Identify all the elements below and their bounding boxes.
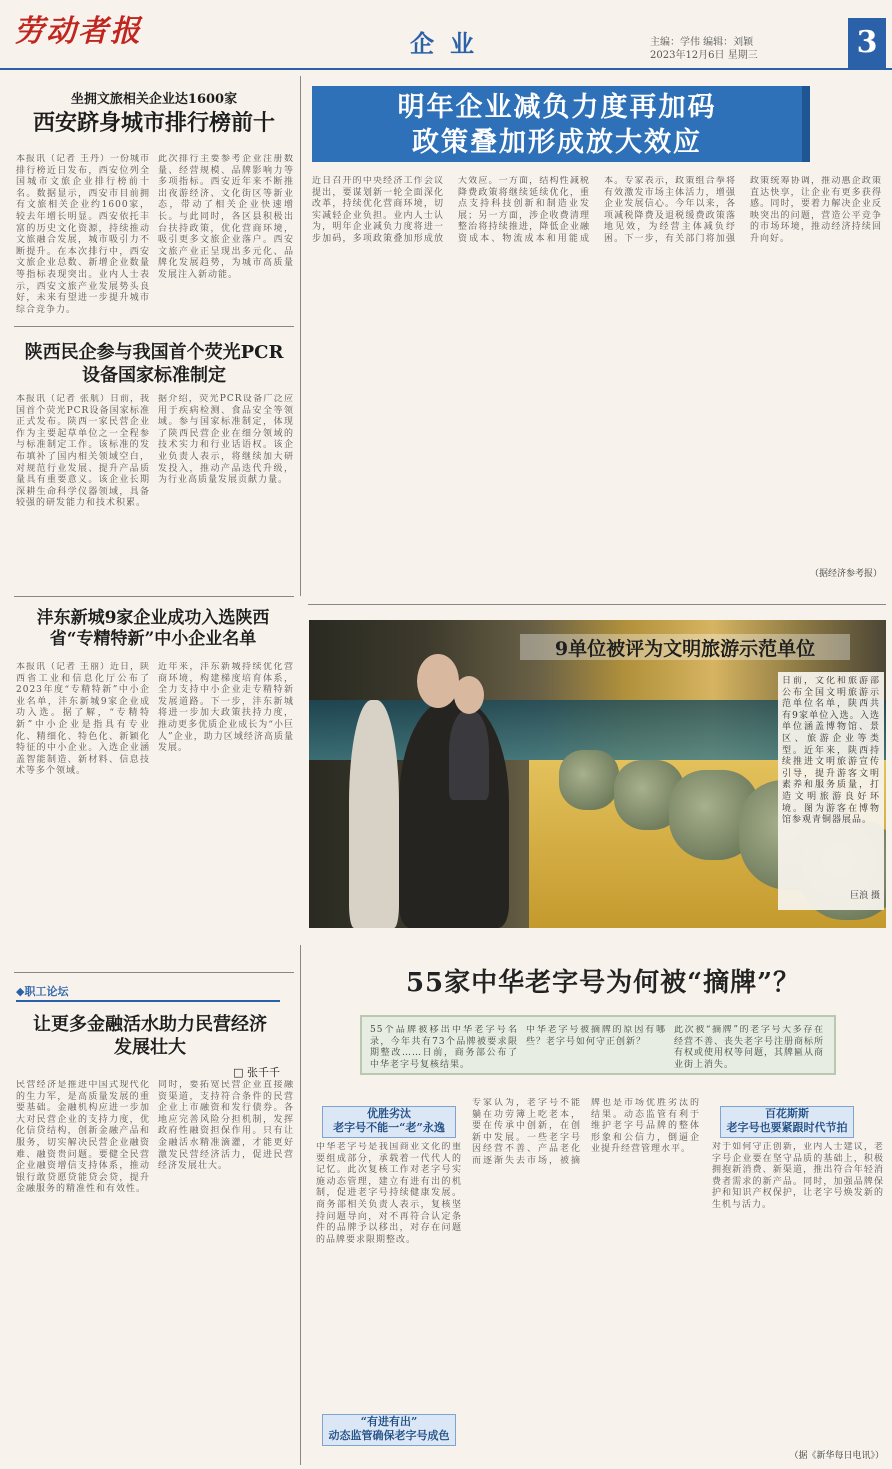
article-title: 陕西民企参与我国首个荧光PCR设备国家标准制定 (24, 342, 284, 386)
section-subhead: 百花斯斯 老字号也要紧跟时代节拍 (720, 1106, 854, 1138)
masthead-logo: 劳动者报 (14, 14, 142, 49)
forum-author: □ 张千千 (233, 1066, 280, 1079)
headline-accent (802, 86, 810, 162)
article-body: 本报讯（记者 王丹）一份城市排行榜近日发布，西安位列全国城市文旅企业排行榜前十名。数据显示，西安市目前拥有文旅相关企业约1600家，较去年增长明显。西安依托丰富的历史文化资源，持续推动文旅融合发展，城市吸引力不断提升。在本次排行中，西安文旅企业总数、新增企业数量等指标表现突出。业内人士表示，西安文旅产业发展势头良好，未来有望进一步提升城市综合竞争力。 (16, 154, 150, 315)
feature-body: 专家认为，老字号不能躺在功劳簿上吃老本，要在传承中创新，在创新中发展。一些老字号因经营不善、产品老化而逐渐失去市场，被摘牌也是市场优胜劣汰的结果。动态监管有利于维护老字号品牌的整体形象和公信力，倒逼企业提升经营管理水平。 (472, 1098, 700, 1166)
lead-headline-line: 明年企业减负力度再加码 (397, 92, 717, 123)
forum-rule (16, 1000, 280, 1002)
photo-credit: 巨浪 摄 (850, 891, 880, 901)
lead-headline-line: 政策叠加形成放大效应 (412, 127, 702, 158)
article-body: 近年来，沣东新城持续优化营商环境，构建梯度培育体系，全力支持中小企业走专精特新发展道路。下一步，沣东新城将进一步加大政策扶持力度，推动更多优质企业成长为“小巨人”企业，助力区域经济高质量发展。 (158, 662, 294, 754)
article-divider (14, 972, 294, 973)
guide-face (454, 676, 484, 714)
article-kicker: 坐拥文旅相关企业达1600家 (70, 92, 238, 107)
summary-text: 中华老字号被摘牌的原因有哪些？老字号如何守正创新？ (526, 1025, 666, 1047)
summary-text: 55个品牌被移出中华老字号名录，今年共有73个品牌被要求限期整改……日前，商务部公布了中华老字号复核结果。 (370, 1025, 518, 1069)
column-divider (300, 76, 301, 596)
photo-text-panel (778, 672, 884, 910)
forum-tag: ◆职工论坛 (16, 985, 69, 998)
guide (449, 710, 489, 800)
article-divider (14, 326, 294, 327)
article-body: 本报讯（记者 张航）日前，我国首个荧光PCR设备国家标准正式发布。陕西一家民营企业作为主要起草单位之一全程参与标准制定工作。该标准的发布填补了国内相关领域空白，对规范行业发展、提升产品质量具有重要意义。该企业长期深耕生命科学仪器领域，具备较强的研发能力和技术积累。 (16, 394, 150, 509)
article-divider (308, 604, 886, 605)
article-body: 此次排行主要参考企业注册数量、经营规模、品牌影响力等多项指标。西安近年来不断推出夜游经济、文化街区等新业态，带动了相关企业快速增长。与此同时，各区县积极出台扶持政策，优化营商环境，吸引更多文旅企业落户。西安文旅产业正呈现出多元化、品牌化发展趋势，为城市高质量发展注入新动能。 (158, 154, 294, 280)
forum-body: 同时，要拓宽民营企业直接融资渠道，支持符合条件的民营企业上市融资和发行债券。各地应完善风险分担机制，发挥政府性融资担保作用。只有让金融活水精准滴灌，才能更好激发民营经济活力，促进民营经济发展壮大。 (158, 1080, 294, 1172)
issue-meta (650, 36, 840, 62)
article-body: 据介绍，荧光PCR设备广泛应用于疾病检测、食品安全等领域。参与国家标准制定，体现了陕西民营企业在细分领域的技术实力和行业话语权。该企业负责人表示，将继续加大研发投入，推动产品迭代升级，为行业高质量发展贡献力量。 (158, 394, 294, 486)
lead-credit: （据经济参考报） (809, 569, 882, 579)
lead-headline (312, 86, 802, 162)
bronze-vessel (559, 750, 619, 810)
feature-credit: （据《新华每日电讯》） (789, 1451, 884, 1461)
article-body: 本报讯（记者 王丽）近日，陕西省工业和信息化厅公布了2023年度“专精特新”中小企业名单，沣东新城9家企业成功入选。据了解，“专精特新”中小企业是指具有专业化、精细化、特色化、新颖化特征的中小企业。入选企业涵盖智能制造、新材料、信息技术等多个领域。 (16, 662, 150, 777)
column-divider (300, 945, 301, 1465)
forum-body: 民营经济是推进中国式现代化的生力军，是高质量发展的重要基础。金融机构应进一步加大对民营企业的支持力度，优化信贷结构，创新金融产品和服务，切实解决民营企业融资难、融资贵问题。要健全民营企业融资增信支持体系，推动银行敢贷愿贷能贷会贷，提升金融服务的精准性和有效性。 (16, 1080, 150, 1195)
issue-date: 2023年12月6日 星期三 (650, 50, 758, 61)
section-name: 企业 (410, 29, 490, 58)
section-subhead: 优胜劣汰 老字号不能一“老”永逸 (322, 1106, 456, 1138)
article-title: 西安跻身城市排行榜前十 (32, 110, 275, 136)
feature-body: 对于如何守正创新，业内人士建议，老字号企业要在坚守品质的基础上，积极拥抱新消费、新渠道，推出符合年轻消费者需求的新产品。同时，加强品牌保护和知识产权保护，让老字号焕发新的生机与活力。 (712, 1142, 884, 1210)
page-number: 3 (848, 18, 886, 68)
photo-body: 日前，文化和旅游部公布全国文明旅游示范单位名单，陕西共有9家单位入选。入选单位涵盖博物馆、景区、旅游企业等类型。近年来，陕西持续推进文明旅游宣传引导，提升游客文明素养和服务质量，打造文明旅游良好环境。图为游客在博物馆参观青铜器展品。 (782, 676, 880, 826)
article-divider (14, 596, 294, 597)
lead-body: 近日召开的中央经济工作会议提出，要谋划新一轮全面深化改革，持续优化营商环境，切实减轻企业负担。业内人士认为，明年企业减负力度将进一步加码，多项政策叠加形成放大效应。一方面，结构性减税降费政策将继续延续优化，重点支持科技创新和制造业发展；另一方面，涉企收费清理整治将持续推进，降低企业融资成本、物流成本和用能成本。专家表示，政策组合拳将有效激发市场主体活力，增强企业发展信心。今年以来，各项减税降费及退税缓费政策落地见效，为经营主体减负纾困。下一步，有关部门将加强政策统筹协调，推动惠企政策直达快享，让企业有更多获得感。同时，要着力解决企业反映突出的问题，营造公平竞争的市场环境，推动经济持续回升向好。 (312, 176, 882, 244)
article-title: 沣东新城9家企业成功入选陕西省“专精特新”中小企业名单 (36, 608, 270, 650)
photo-title: 9单位被评为文明旅游示范单位 (520, 634, 850, 660)
visitor-face (417, 654, 459, 708)
section-subhead: “有进有出” 动态监管确保老字号成色 (322, 1414, 456, 1446)
forum-title: 让更多金融活水助力民营经济发展壮大 (33, 1014, 267, 1058)
header-rule (0, 68, 892, 70)
feature-title: 55家中华老字号为何被“摘牌”？ (405, 968, 801, 998)
visitor-woman (349, 700, 399, 928)
feature-summary-box (360, 1015, 836, 1075)
issue-editors: 主编：学伟 编辑：刘颖 (650, 37, 754, 48)
summary-text: 此次被“摘牌”的老字号大多存在经营不善、丧失老字号注册商标所有权或使用权等问题，其牌匾从商业街上消失。 (674, 1025, 824, 1069)
feature-body: 中华老字号是我国商业文化的重要组成部分，承载着一代代人的记忆。此次复核工作对老字号实施动态管理，建立有进有出的机制，促进老字号持续健康发展。商务部相关负责人表示，复核坚持问题导向，对不再符合认定条件的品牌予以移出，对存在问题的品牌要求限期整改。 (316, 1142, 462, 1245)
